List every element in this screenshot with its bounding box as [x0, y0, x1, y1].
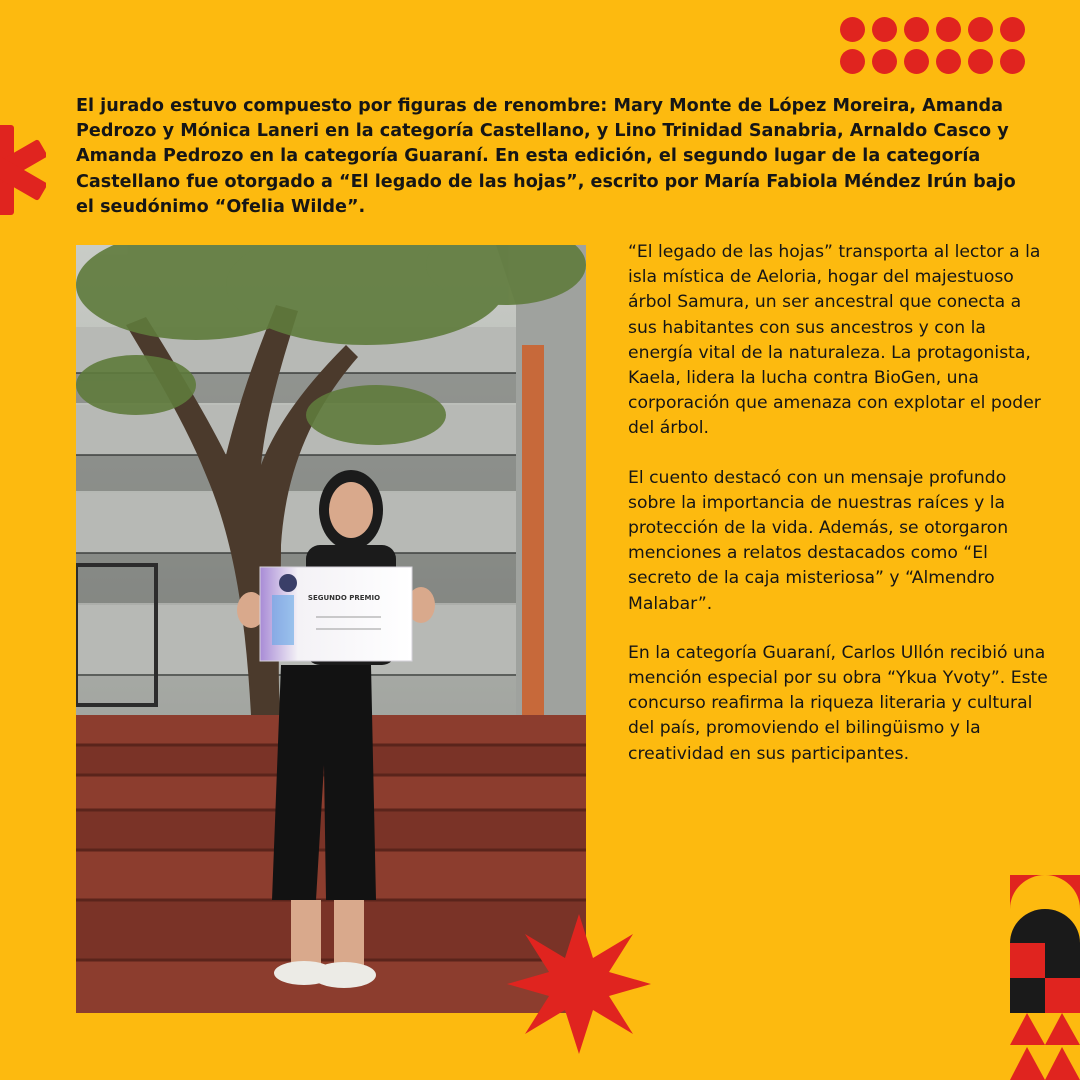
asterisk-decoration: [0, 125, 46, 215]
starburst-decoration: [505, 910, 653, 1058]
dot-grid-decoration: [840, 17, 1026, 75]
story-text: [628, 240, 1048, 791]
intro-paragraph: El jurado estuvo compuesto por figuras de renombre: Mary Monte de López Moreira, Amanda Pedrozo y Mónica Laneri en la categoría Castellano, y Lino Trinidad Sanabria, Arnaldo Casco y Amanda Pedrozo en la categoría Guaraní. En esta edición, el segundo lugar de la categoría Castellano fue otorgado a “El legado de las hojas”, escrito por María Fabiola Méndez Irún bajo el seudónimo “Ofelia Wilde”.: [76, 96, 1016, 217]
story-paragraph-2: El cuento destacó con un mensaje profundo sobre la importancia de nuestras raíces y la protección de la vida. Además, se otorgaron menciones a relatos destacados como “El secreto de la caja misteriosa” y “Almendro Malabar”.: [628, 467, 1009, 614]
certificate-title: SEGUNDO PREMIO: [307, 594, 381, 602]
story-paragraph-1: “El legado de las hojas” transporta al lector a la isla mística de Aeloria, hogar del majestuoso árbol Samura, un ser ancestral que conecta a sus habitantes con sus ancestros y con la energía vital de la naturaleza. La protagonista, Kaela, lidera la lucha contra BioGen, una corporación que amenaza con explotar el poder del árbol.: [628, 242, 1041, 439]
story-paragraph-3: En la categoría Guaraní, Carlos Ullón recibió una mención especial por su obra “Ykua Yvoty”. Este concurso reafirma la riqueza literaria y cultural del país, promoviendo el bilingüismo y la creatividad en sus participantes.: [628, 642, 1048, 764]
geometric-corner-decoration: [1010, 875, 1080, 1080]
winner-photo: [76, 245, 586, 1013]
